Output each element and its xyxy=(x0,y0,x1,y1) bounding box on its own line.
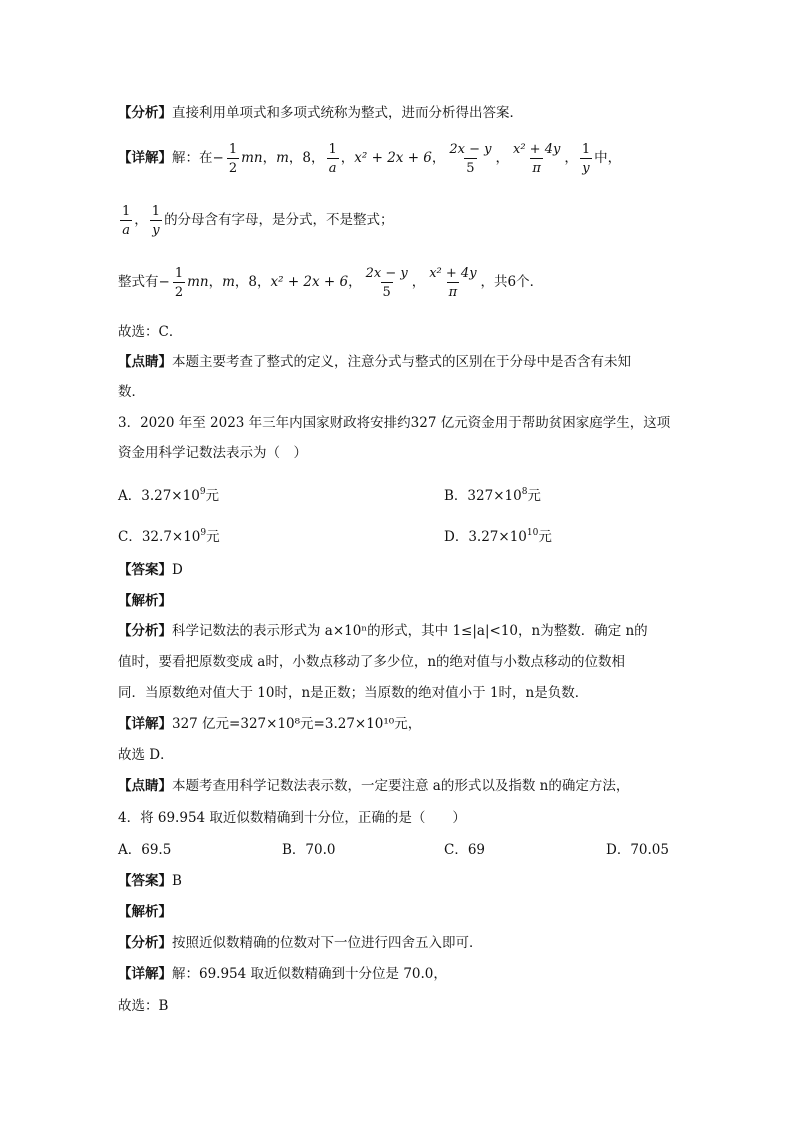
q2-detail-line-1: 【详解】解：在− $\frac{1}{2}$ mn，m，8， $\frac{1}{a}$ ，x² + 2x + 6， $\frac{2x - y}{5}$ ， $\frac{\text{x² + 4y}}{\pi}$ ， $\frac{1}{y}$ 中， xyxy=(118,141,622,176)
q3-option-a[interactable]: A．$3.27\times 10^9$元 xyxy=(118,487,220,504)
q4-stem: 4．将 69.954 取近似数精确到十分位，正确的是（ ） xyxy=(118,810,466,826)
fraction-one-over-a-2: $\frac{1}{a}$ xyxy=(122,203,131,238)
fraction-one-over-y: $\frac{1}{y}$ xyxy=(581,141,591,176)
fraction-x2-4y-over-pi: $\frac{\text{x² + 4y}}{\pi}$ xyxy=(513,141,561,176)
q2-analysis xyxy=(118,103,523,123)
q2-choice: 故选：C． xyxy=(118,324,183,340)
q3-analysis-2: 值时，要看把原数变成 a时，小数点移动了多少位，n的绝对值与小数点移动的位数相 xyxy=(118,654,626,670)
line3-end: ，共6个． xyxy=(480,274,544,290)
fraction-x2-4y-over-pi-2: $\frac{\text{x² + 4y}}{\pi}$ xyxy=(429,265,477,300)
q3-choice: 故选 D． xyxy=(118,747,174,763)
q2-detail-line-3: 整式有− $\frac{1}{2}$ mn，m，8，x² + 2x + 6， $\frac{2x - y}{5}$ ， $\frac{\text{x² + 4y}}{\pi}$ ，共6个． xyxy=(118,265,544,300)
detail-tag: 【详解】 xyxy=(118,150,172,166)
line2-text: 的分母含有字母，是分式，不是整式； xyxy=(164,212,394,228)
term-mn: mn xyxy=(241,150,263,166)
comment-text: 本题主要考查了整式的定义，注意分式与整式的区别在于分母中是否含有未知 xyxy=(172,354,631,370)
q3-stem-2: 资金用科学记数法表示为（ ） xyxy=(118,445,307,461)
q3-comment: 【点睛】本题考查用科学记数法表示数，一定要注意 a的形式以及指数 n的确定方法， xyxy=(118,778,630,794)
fraction-one-half: $\frac{1}{2}$ xyxy=(228,141,238,176)
q2-comment-1 xyxy=(118,352,631,372)
q4-choice: 故选：B xyxy=(118,998,169,1014)
q4-analysis: 【分析】按照近似数精确的位数对下一位进行四舍五入即可． xyxy=(118,935,483,951)
fraction-2x-y-over-5-2: $\frac{2x - y}{5}$ xyxy=(365,265,408,300)
fraction-one-over-a: $\frac{1}{a}$ xyxy=(328,141,337,176)
q4-answer: 【答案】B xyxy=(118,873,182,889)
comment-tag: 【点睛】 xyxy=(118,354,172,370)
q3-answer: 【答案】D xyxy=(118,562,183,578)
analysis-text: 直接利用单项式和多项式统称为整式，进而分析得出答案． xyxy=(172,105,523,121)
q3-analysis-3: 同．当原数绝对值大于 10时，n是正数；当原数的绝对值小于 1时，n是负数． xyxy=(118,685,589,701)
q3-option-b[interactable]: B．$327\times 10^8$元 xyxy=(444,487,541,504)
text-zhong: 中， xyxy=(594,150,622,166)
q4-detail: 【详解】解：69.954 取近似数精确到十分位是 70.0， xyxy=(118,966,447,982)
analysis-tag: 【分析】 xyxy=(118,105,172,121)
q3-analysis-1: 【分析】科学记数法的表示形式为 a×10ⁿ的形式，其中 1≤|a|<10，n为整数．确定 n的 xyxy=(118,623,648,639)
q4-explain-tag: 【解析】 xyxy=(118,904,172,920)
q3-explain-tag: 【解析】 xyxy=(118,593,172,609)
detail-intro: 解：在 xyxy=(172,150,213,166)
q3-option-d[interactable]: D．$3.27\times 10^{10}$元 xyxy=(444,528,552,545)
q4-option-d[interactable]: D．70.05 xyxy=(606,842,669,858)
fraction-one-half-2: $\frac{1}{2}$ xyxy=(174,265,184,300)
q3-stem-1: 3．2020 年至 2023 年三年内国家财政将安排约327 亿元资金用于帮助贫困家庭学生，这项 xyxy=(118,415,671,431)
fraction-2x-y-over-5: $\frac{2x - y}{5}$ xyxy=(449,141,492,176)
q4-option-a[interactable]: A．69.5 xyxy=(118,842,172,858)
term-eight: 8 xyxy=(302,150,311,166)
q4-option-c[interactable]: C．69 xyxy=(444,842,486,858)
q2-detail-line-2: $\frac{1}{a}$ ， $\frac{1}{y}$ 的分母含有字母，是分式，不是整式； xyxy=(122,203,394,238)
q3-detail: 【详解】327 亿元=327×10⁸元=3.27×10¹⁰元， xyxy=(118,716,422,732)
q4-option-b[interactable]: B．70.0 xyxy=(282,842,336,858)
term-m: m xyxy=(276,150,289,166)
term-polynomial: x² + 2x + 6 xyxy=(354,150,432,166)
q2-comment-2: 数． xyxy=(118,384,145,400)
fraction-one-over-y-2: $\frac{1}{y}$ xyxy=(151,203,161,238)
q3-option-c[interactable]: C．$32.7\times 10^9$元 xyxy=(118,528,220,545)
line3-intro: 整式有 xyxy=(118,274,159,290)
